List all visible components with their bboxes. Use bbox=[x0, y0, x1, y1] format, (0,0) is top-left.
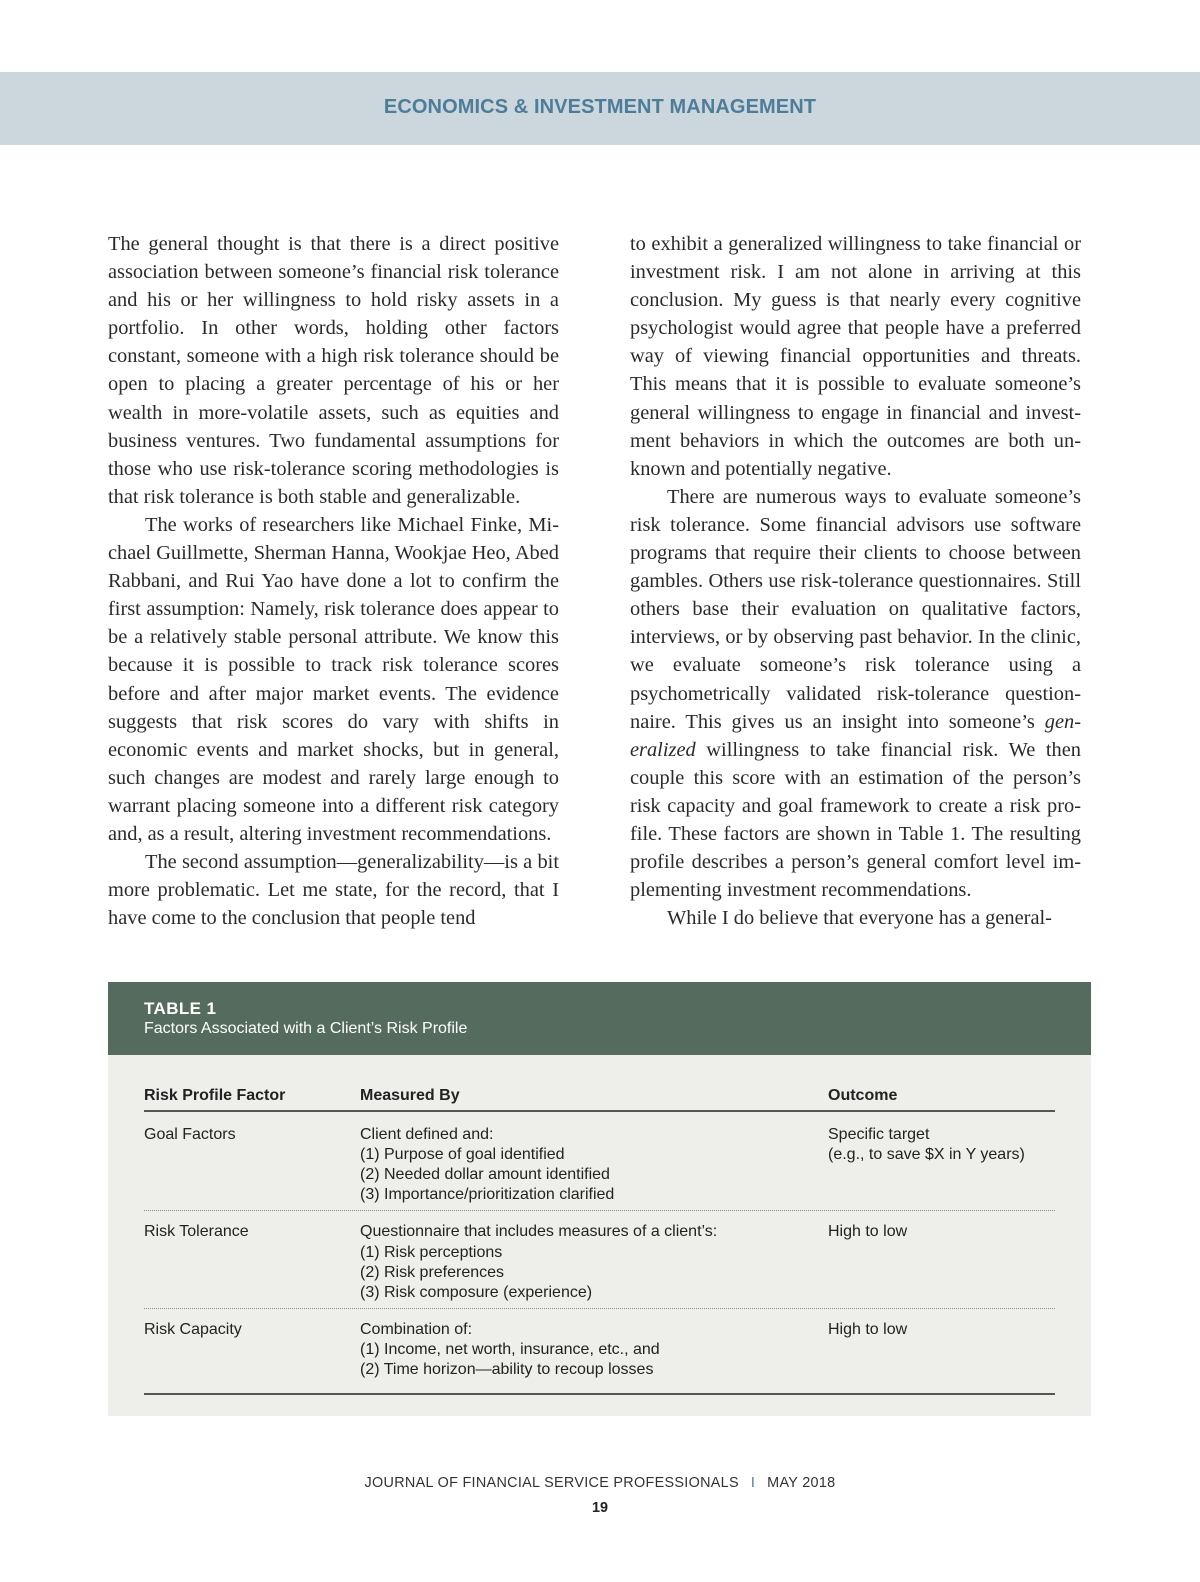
page-footer bbox=[0, 1475, 1200, 1491]
measured-line: (1) Purpose of goal identified bbox=[360, 1146, 565, 1164]
outcome-cell bbox=[828, 1125, 1055, 1205]
measured-line: Client defined and: bbox=[360, 1126, 494, 1144]
column-header-outcome: Outcome bbox=[828, 1087, 898, 1104]
outcome-cell bbox=[828, 1320, 1055, 1380]
column-header-measured-by: Measured By bbox=[360, 1087, 460, 1104]
paragraph: The general thought is that there is a direct positive association between someone’s financial risk tolerance and his or her willingness to hold risky assets in a portfolio. In other words, holding other factors constant, someone with a high risk tolerance should be open to placing a greater percentage of his or her wealth in more-volatile assets, such as equities and business ventures. Two fundamental assumptions for those who use risk-tolerance scoring methodologies is that risk tolerance is both stable and generalizable. bbox=[108, 233, 559, 508]
outcome-line: Specific target bbox=[828, 1126, 930, 1144]
paragraph: The second assumption—generalizability—is a bit more problematic. Let me state, for the record, that I have come to the conclusion that people tend bbox=[108, 851, 559, 930]
paragraph: to exhibit a generalized willingness to take financial or investment risk. I am not alone in arriving at this conclusion. My guess is that nearly every cognitive psychologist would agree that people have a preferred way of viewing financial opportunities and threats. This means that it is possible to evaluate someone’s general willingness to engage in financial and investment behaviors in which the outcomes are both unknown and potentially negative. bbox=[630, 233, 1081, 480]
paragraph: While I do believe that everyone has a general- bbox=[667, 907, 1052, 930]
factor-cell: Risk Tolerance bbox=[144, 1223, 249, 1241]
left-text-column bbox=[108, 230, 559, 932]
factor-cell: Risk Capacity bbox=[144, 1320, 242, 1338]
footer-separator: I bbox=[750, 1475, 756, 1491]
outcome-line: High to low bbox=[828, 1223, 908, 1241]
table-caption: Factors Associated with a Client’s Risk Profile bbox=[144, 1020, 468, 1037]
table-row bbox=[144, 1309, 1055, 1395]
measured-line: (2) Risk preferences bbox=[360, 1263, 505, 1281]
measured-line: Questionnaire that includes measures of a client’s: bbox=[360, 1223, 718, 1241]
paragraph-text: willingness to take financial risk. We then couple this score with an estimation of the person’s risk capacity and goal framework to create a risk profile. These factors are shown in Table 1. The resulting profile describes a person’s general comfort level implementing investment recommendations. bbox=[630, 738, 1081, 902]
outcome-line: High to low bbox=[828, 1320, 908, 1338]
table-column-headers bbox=[144, 1086, 1055, 1112]
measured-line: (1) Risk perceptions bbox=[360, 1243, 503, 1261]
emphasized-text: generalized bbox=[630, 710, 1081, 761]
paragraph bbox=[630, 483, 1081, 904]
table-grid bbox=[144, 1086, 1055, 1395]
table-row bbox=[144, 1211, 1055, 1308]
factor-cell: Goal Factors bbox=[144, 1126, 236, 1144]
column-header-factor: Risk Profile Factor bbox=[144, 1087, 286, 1104]
risk-profile-table bbox=[108, 982, 1091, 1416]
outcome-line: (e.g., to save $X in Y years) bbox=[828, 1146, 1025, 1164]
table-label: TABLE 1 bbox=[144, 999, 217, 1018]
measured-line: Combination of: bbox=[360, 1320, 473, 1338]
measured-line: (2) Time horizon—ability to recoup losses bbox=[360, 1361, 654, 1379]
journal-name: JOURNAL OF FINANCIAL SERVICE PROFESSIONALS bbox=[364, 1475, 739, 1491]
measured-line: (3) Importance/prioritization clarified bbox=[360, 1186, 615, 1204]
measured-line: (2) Needed dollar amount identified bbox=[360, 1166, 610, 1184]
right-text-column bbox=[630, 230, 1081, 932]
measured-by-cell bbox=[360, 1125, 828, 1205]
measured-line: (3) Risk composure (experience) bbox=[360, 1283, 593, 1301]
measured-by-cell bbox=[360, 1222, 828, 1302]
page-number: 19 bbox=[591, 1500, 608, 1516]
measured-line: (1) Income, net worth, insurance, etc., and bbox=[360, 1340, 660, 1358]
issue-date: MAY 2018 bbox=[767, 1475, 836, 1491]
paragraph-text: There are numerous ways to evaluate someone’s risk tolerance. Some financial advisors use software programs that require their clients to choose between gambles. Others use risk-tolerance questionnaires. Still others base their evaluation on qualitative factors, interviews, or by observing past behavior. In the clinic, we evaluate someone’s risk tolerance using a psychometrically validated risk-tolerance questionnaire. This gives us an insight into someone’s bbox=[630, 485, 1081, 733]
measured-by-cell bbox=[360, 1320, 828, 1380]
section-title: ECONOMICS & INVESTMENT MANAGEMENT bbox=[383, 96, 817, 118]
paragraph: The works of researchers like Michael Finke, Michael Guillmette, Sherman Hanna, Wookjae Heo, Abed Rabbani, and Rui Yao have done a lot to confirm the first assumption: Namely, risk tolerance does appear to be a relatively stable personal attribute. We know this because it is possible to track risk tolerance scores before and after major market events. The evidence suggests that risk scores do vary with shifts in economic events and market shocks, but in general, such changes are modest and rarely large enough to warrant placing someone into a different risk category and, as a result, altering investment recommendations. bbox=[108, 513, 559, 845]
table-header-band bbox=[108, 982, 1091, 1055]
outcome-cell bbox=[828, 1222, 1055, 1302]
table-row bbox=[144, 1112, 1055, 1211]
